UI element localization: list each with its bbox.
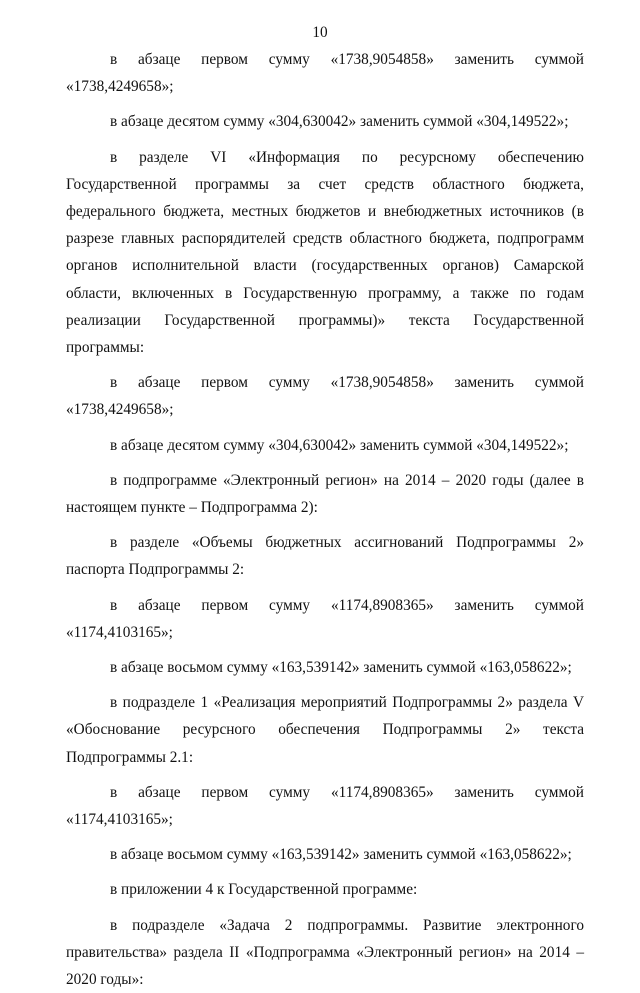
- paragraph-1: в абзаце первом сумму «1738,9054858» заменить суммой «1738,4249658»;: [66, 51, 584, 96]
- paragraph-9: в абзаце восьмом сумму «163,539142» заменить суммой «163,058622»;: [110, 659, 572, 677]
- paragraph-12: в абзаце восьмом сумму «163,539142» заменить суммой «163,058622»;: [110, 846, 572, 864]
- paragraph-10: в подразделе 1 «Реализация мероприятий Подпрограммы 2» раздела V «Обоснование ресурсного обеспечения Подпрограммы 2» текста Подпрограммы 2.1:: [66, 694, 584, 766]
- paragraph-3: в разделе VI «Информация по ресурсному обеспечению Государственной программы за счет средств областного бюджета, федерального бюджета, местных бюджетов и внебюджетных источников (в разрезе главных распорядителей средств областного бюджета, подпрограмм органов исполнительной власти (государственных органов) Самарской области, включенных в Государственную программу, а также по годам реализации Государственной программы)» текста Государственной программы:: [66, 148, 584, 357]
- paragraph-8: в абзаце первом сумму «1174,8908365» заменить суммой «1174,4103165»;: [66, 596, 584, 641]
- paragraph-4: в абзаце первом сумму «1738,9054858» заменить суммой «1738,4249658»;: [66, 374, 584, 419]
- paragraph-14: в подразделе «Задача 2 подпрограммы. Развитие электронного правительства» раздела II «Подпрограмма «Электронный регион» на 2014 – 2020 годы»:: [66, 916, 584, 989]
- paragraph-6: в подпрограмме «Электронный регион» на 2014 – 2020 годы (далее в настоящем пункте – Подпрограмма 2):: [66, 471, 584, 517]
- paragraph-2: в абзаце десятом сумму «304,630042» заменить суммой «304,149522»;: [110, 113, 569, 131]
- paragraph-11: в абзаце первом сумму «1174,8908365» заменить суммой «1174,4103165»;: [66, 783, 584, 829]
- paragraph-7: в разделе «Объемы бюджетных ассигнований Подпрограммы 2» паспорта Подпрограммы 2:: [66, 534, 584, 579]
- page-number: 10: [312, 24, 328, 41]
- document-body: [66, 46, 584, 993]
- paragraph-13: в приложении 4 к Государственной программе:: [110, 881, 418, 899]
- paragraph-5: в абзаце десятом сумму «304,630042» заменить суммой «304,149522»;: [110, 436, 569, 454]
